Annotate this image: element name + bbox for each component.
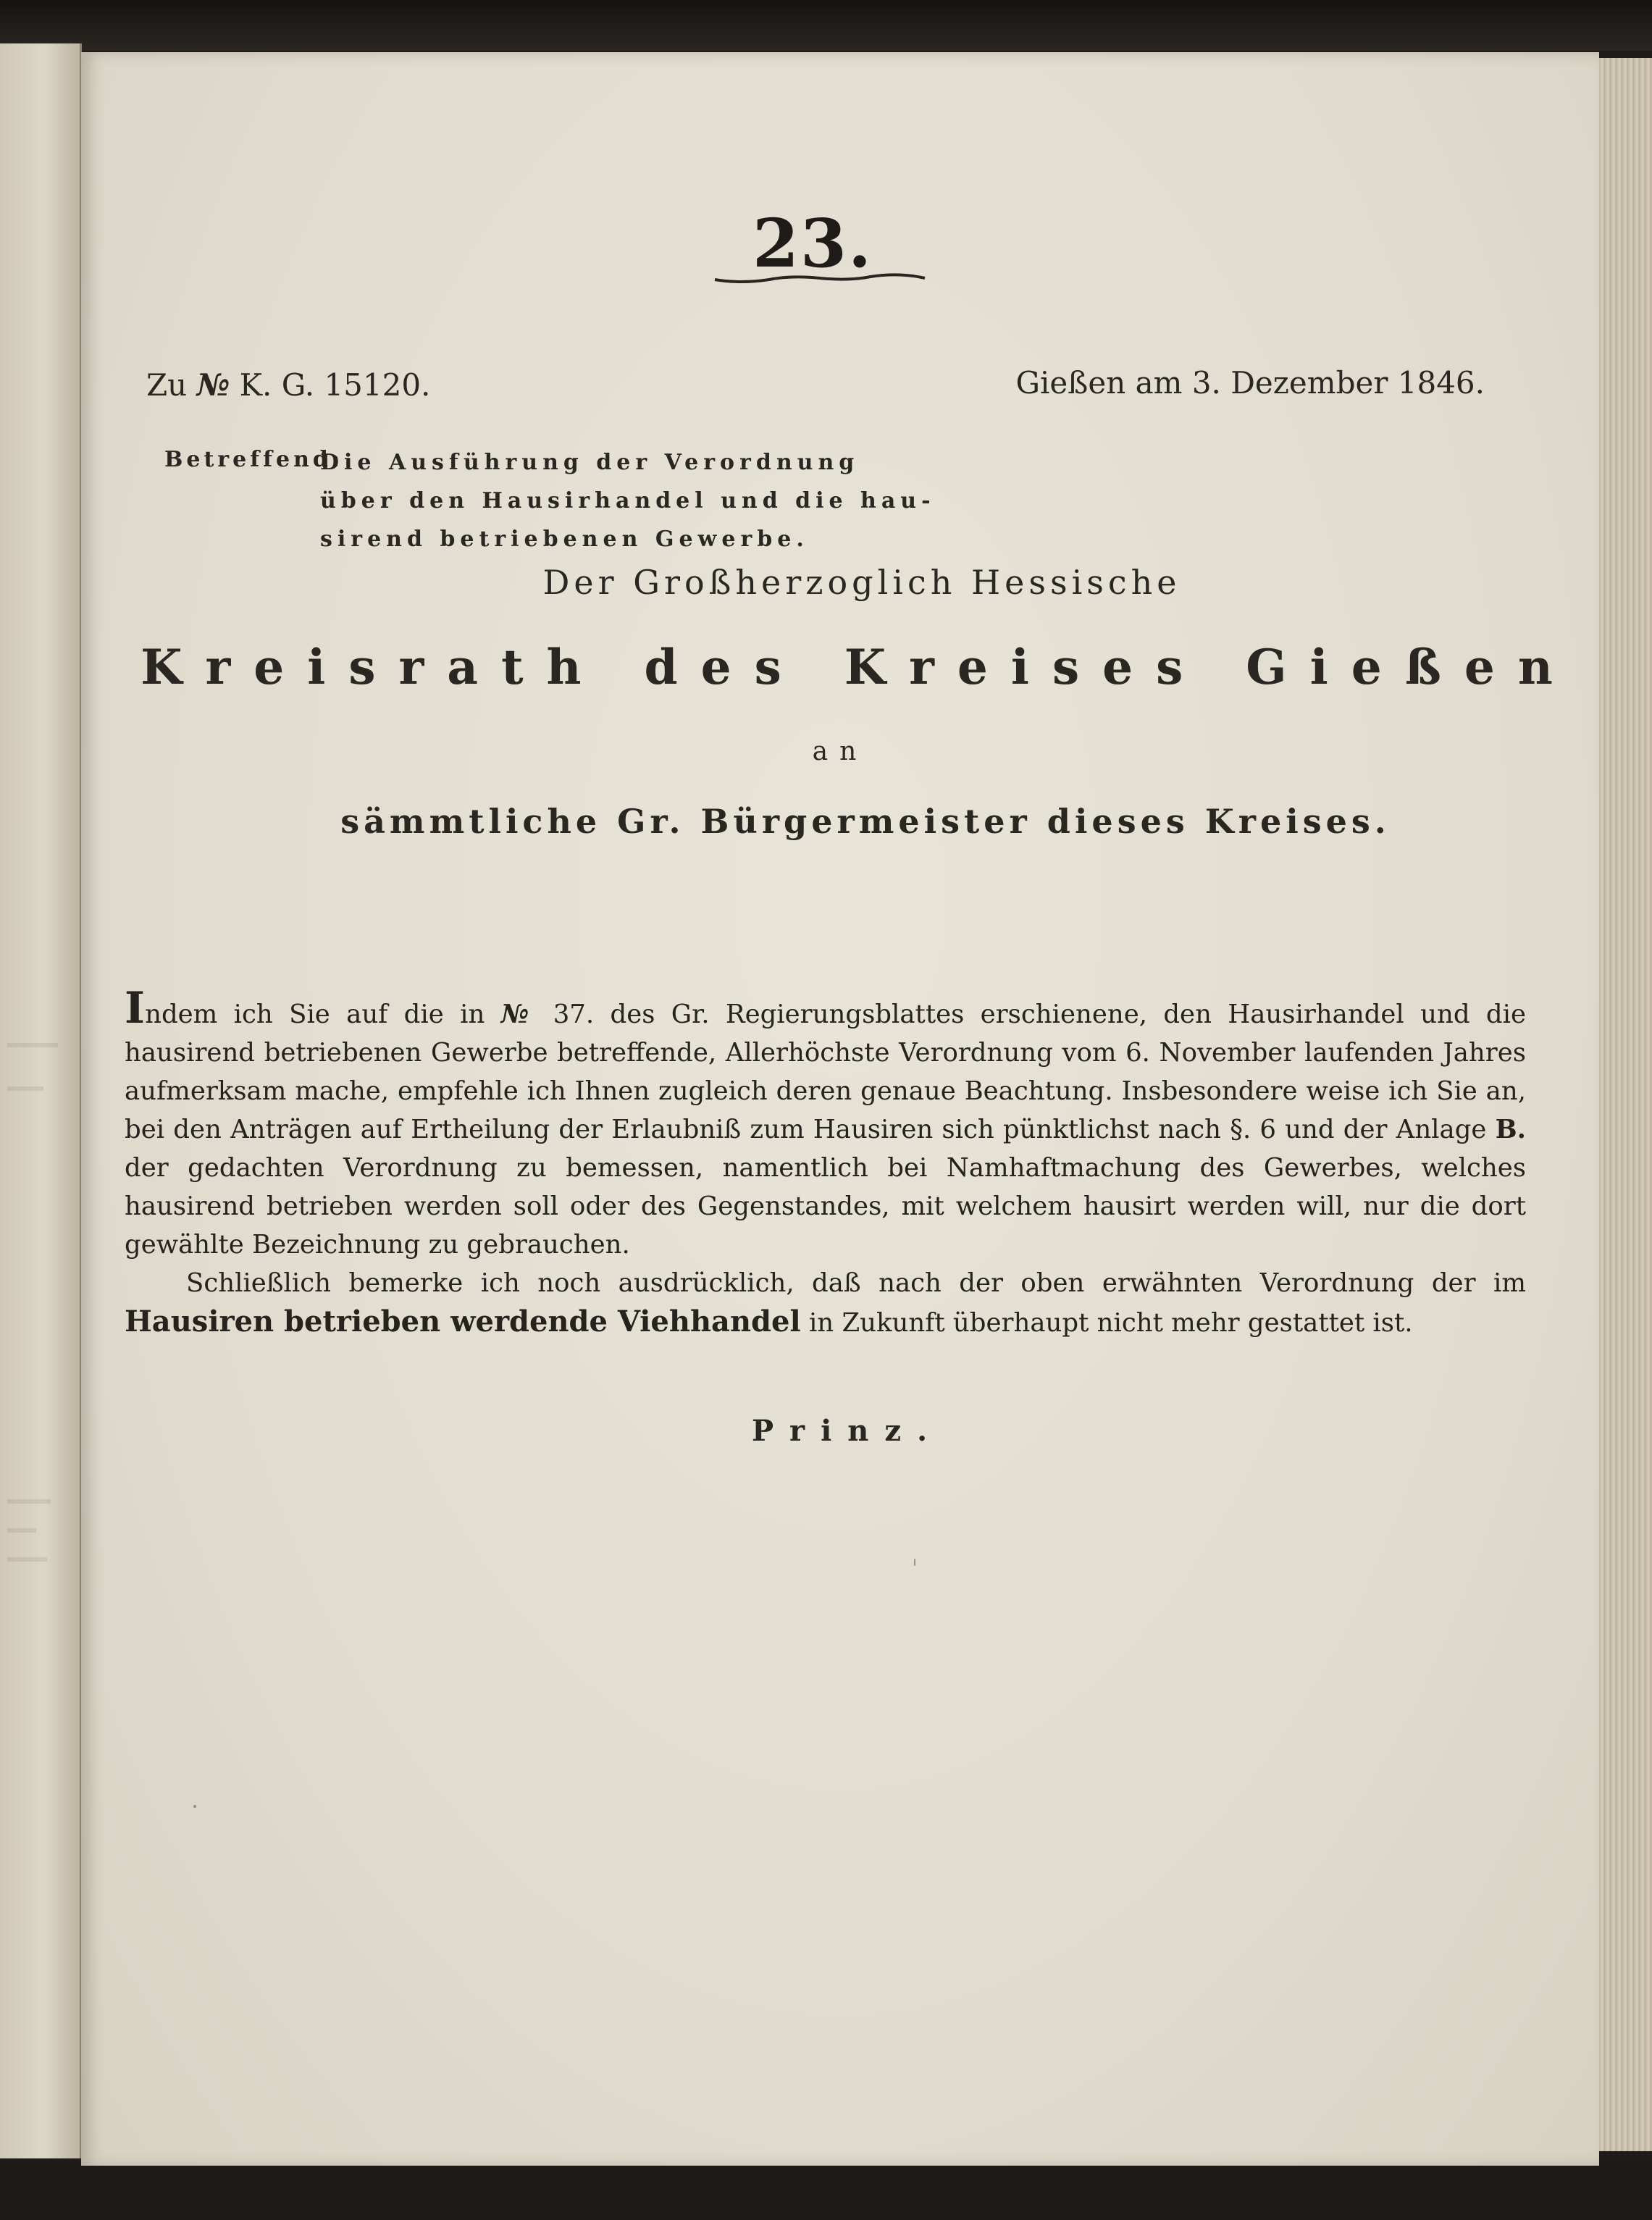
book-binding-top: [0, 0, 1652, 51]
paper-speck: [914, 1559, 915, 1566]
body-text-run: Schließlich bemerke ich noch ausdrücklich, daß nach der oben erwähnten Verordnung der im: [186, 1268, 1526, 1298]
decree-body: [125, 983, 1527, 1342]
bleed-through-mark: [7, 1528, 36, 1533]
bleed-through-mark: [7, 1499, 51, 1504]
body-text-run: 37. des Gr. Regierungsblattes erschienene, den Hausirhandel und die hausirend betriebenen Gewerbe betreffende, Allerhöchste Verordnung vom 6. November laufenden Jahres aufmerksam mache, empfehle ich Ihnen zugleich deren genaue Beachtung. Insbesondere weise ich Sie an, bei den Anträgen auf Ertheilung der Erlaubniß zum Hausiren sich pünktlichst nach §. 6 und der Anlage: [125, 1000, 1527, 1144]
bleed-through-mark: [7, 1043, 58, 1047]
number-symbol: №: [500, 1000, 537, 1029]
document-page: [81, 52, 1599, 2167]
reference-prefix: Zu: [146, 367, 188, 403]
book-binding-bottom: [0, 2166, 1652, 2220]
issuing-authority: Der Großherzoglich Hessische: [542, 563, 1181, 602]
facing-page-edge: [0, 43, 82, 2158]
subject-label: Betreffend:: [164, 447, 343, 472]
body-text-run: der gedachten Verordnung zu bemessen, namentlich bei Namhaftmachung des Gewerbes, welches hausirend betrieben werden soll oder des Gegenstandes, mit welchem hausirt werden will, nur die dort gewählte Bezeichnung zu gebrauchen.: [125, 1153, 1526, 1260]
addressed-to-word: an: [812, 737, 868, 766]
number-symbol: №: [196, 367, 230, 403]
recipients: sämmtliche Gr. Bürgermeister dieses Kreises.: [340, 802, 1391, 841]
reference-value: K. G. 15120.: [239, 367, 431, 403]
subject-text: [320, 443, 943, 558]
paper-speck: [193, 1805, 196, 1808]
reference-number: [146, 367, 430, 403]
page-edges: [1593, 58, 1652, 2151]
appendix-letter: B.: [1495, 1115, 1526, 1144]
drop-cap: I: [125, 983, 146, 1034]
body-paragraph: [125, 983, 1527, 1264]
office-title: Kreisrath des Kreises Gießen: [141, 639, 1576, 695]
bleed-through-mark: [7, 1557, 47, 1562]
page-number: 23.: [752, 204, 873, 282]
body-text-run: ndem ich Sie auf die in: [145, 1000, 485, 1029]
page-number-flourish: [711, 269, 928, 287]
signature: Prinz.: [751, 1414, 944, 1448]
subject-line: sirend betriebenen Gewerbe.: [320, 527, 809, 552]
emphasized-text: Hausiren betrieben werdende Viehhandel: [125, 1304, 801, 1339]
bleed-through-mark: [7, 1086, 43, 1091]
body-text-run: in Zukunft überhaupt nicht mehr gestattet ist.: [808, 1308, 1413, 1338]
subject-line: Die Ausführung der Verordnung: [320, 450, 860, 475]
dateline: Gießen am 3. Dezember 1846.: [1015, 365, 1485, 401]
body-paragraph: [125, 1264, 1526, 1342]
subject-line: über den Hausirhandel und die hau-: [320, 488, 936, 514]
